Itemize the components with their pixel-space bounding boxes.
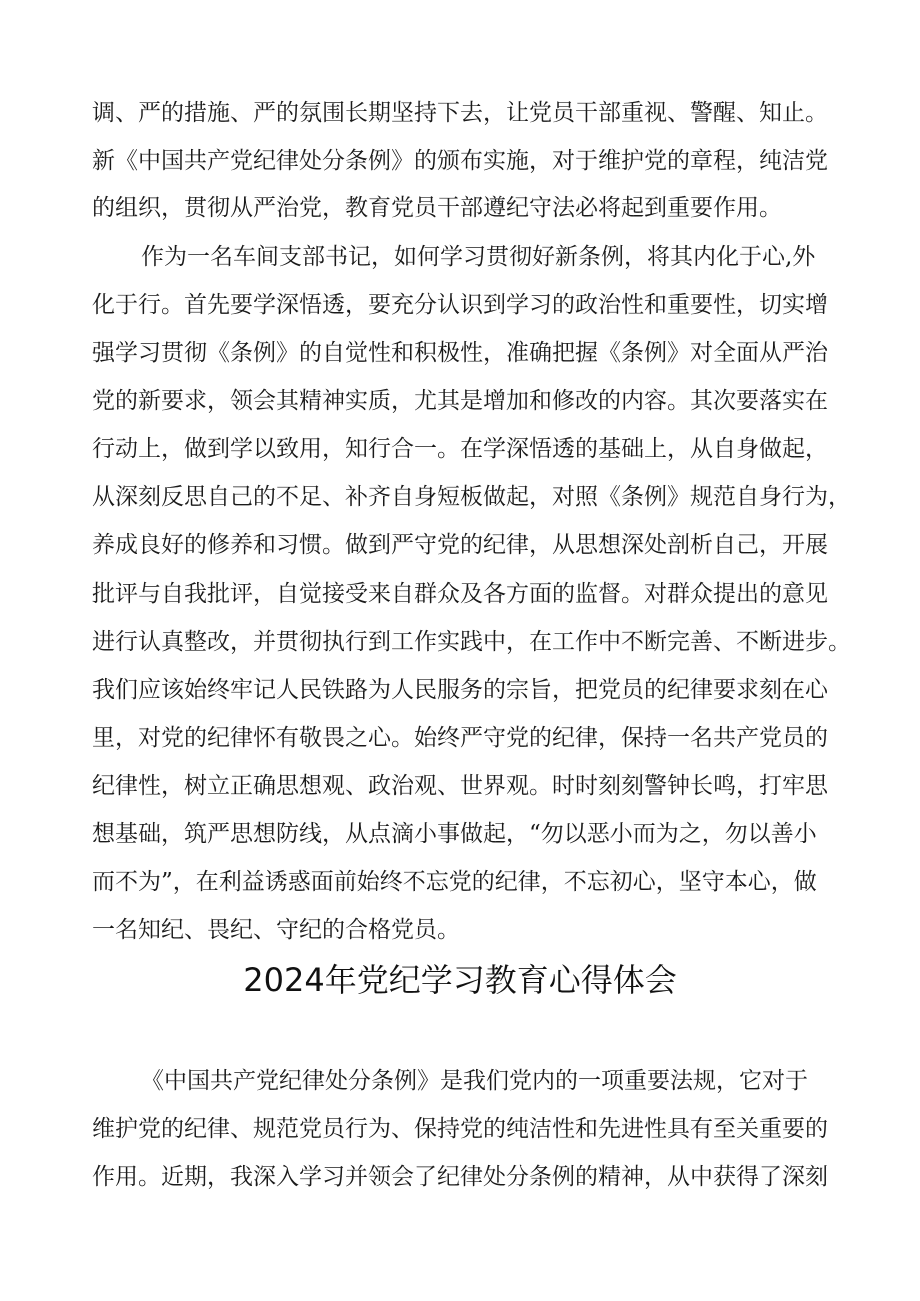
- text-line: 我们应该始终牢记人民铁路为人民服务的宗旨，把党员的纪律要求刻在心: [92, 677, 828, 703]
- section-title: 2024年党纪学习教育心得体会: [243, 961, 677, 999]
- text-line: 而不为”，在利益诱惑面前始终不忘党的纪律，不忘初心，坚守本心，做: [92, 869, 817, 895]
- text-line: 《中国共产党纪律处分条例》是我们党内的一项重要法规，它对于: [141, 1068, 808, 1094]
- text-line: 里，对党的纪律怀有敬畏之心。始终严守党的纪律，保持一名共产党员的: [92, 725, 828, 751]
- text-line: 作用。近期，我深入学习并领会了纪律处分条例的精神，从中获得了深刻: [92, 1164, 828, 1190]
- text-line: 养成良好的修养和习惯。做到严守党的纪律，从思想深处剖析自己，开展: [92, 532, 828, 558]
- text-line: 调、严的措施、严的氛围长期坚持下去，让党员干部重视、警醒、知止。: [92, 100, 828, 126]
- text-line: 化于行。首先要学深悟透，要充分认识到学习的政治性和重要性，切实增: [92, 292, 828, 318]
- text-line: 想基础，筑严思想防线，从点滴小事做起，“勿以恶小而为之，勿以善小: [92, 821, 817, 847]
- text-line: 从深刻反思自己的不足、补齐自身短板做起，对照《条例》规范自身行为，: [92, 484, 851, 510]
- text-line: 的组织，贯彻从严治党，教育党员干部遵纪守法必将起到重要作用。: [92, 195, 782, 221]
- text-line: 强学习贯彻《条例》的自觉性和积极性，准确把握《条例》对全面从严治: [92, 340, 828, 366]
- text-line: 新《中国共产党纪律处分条例》的颁布实施，对于维护党的章程，纯洁党: [92, 148, 828, 174]
- text-line: 党的新要求，领会其精神实质，尤其是增加和修改的内容。其次要落实在: [92, 388, 828, 414]
- text-line: 一名知纪、畏纪、守纪的合格党员。: [92, 917, 460, 943]
- text-line: 纪律性，树立正确思想观、政治观、世界观。时时刻刻警钟长鸣，打牢思: [92, 773, 828, 799]
- text-line: 行动上，做到学以致用，知行合一。在学深悟透的基础上，从自身做起，: [92, 436, 828, 462]
- text-line: 进行认真整改，并贯彻执行到工作实践中，在工作中不断完善、不断进步。: [92, 629, 851, 655]
- text-line: 批评与自我批评，自觉接受来自群众及各方面的监督。对群众提出的意见: [92, 581, 828, 607]
- text-line: 作为一名车间支部书记，如何学习贯彻好新条例，将其内化于心,外: [141, 244, 816, 270]
- text-line: 维护党的纪律、规范党员行为、保持党的纯洁性和先进性具有至关重要的: [92, 1116, 828, 1142]
